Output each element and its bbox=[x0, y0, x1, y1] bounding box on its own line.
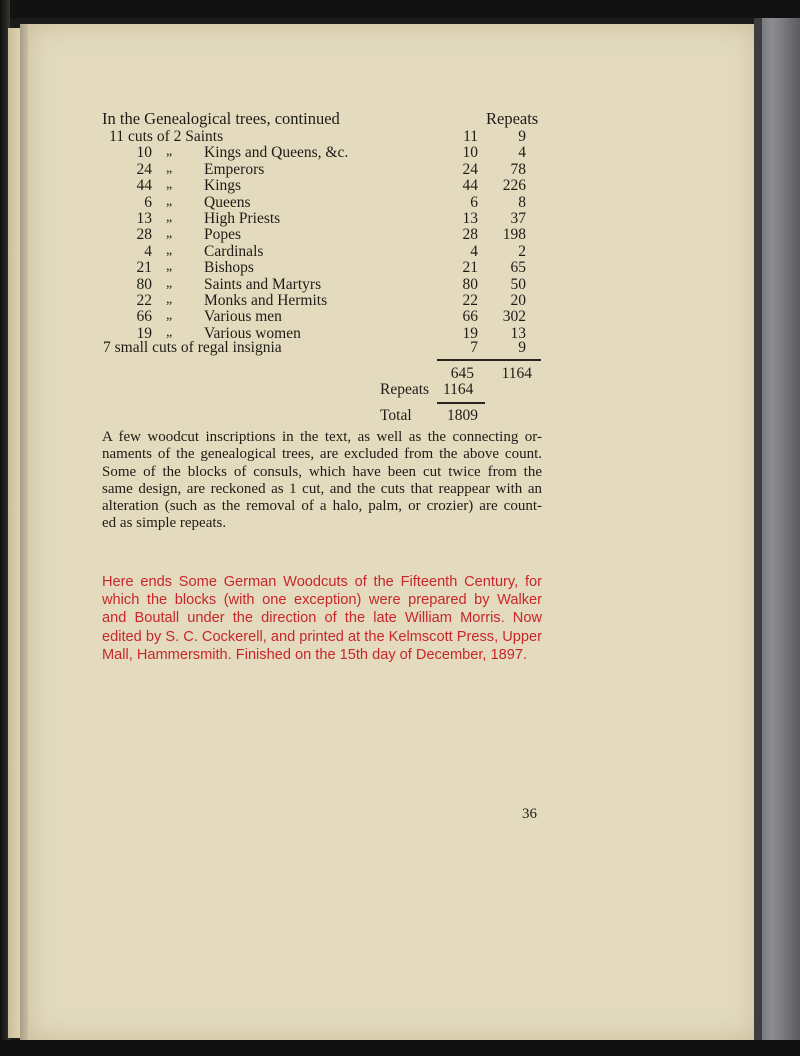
row-total: 24 bbox=[462, 160, 478, 178]
row-ditto-mark: „ bbox=[166, 144, 173, 160]
row-repeats: 20 bbox=[510, 292, 526, 309]
row-repeats: 4 bbox=[518, 144, 526, 162]
row-total: 80 bbox=[462, 275, 478, 293]
row-ditto-mark: „ bbox=[166, 324, 173, 340]
paragraph-line: A few woodcut inscriptions in the text, as well as the connecting or- bbox=[102, 429, 542, 445]
row-ditto-mark: „ bbox=[166, 308, 173, 324]
row-ditto-mark: „ bbox=[166, 193, 173, 209]
final-row-repeats: 9 bbox=[518, 339, 526, 356]
row-total: 21 bbox=[462, 259, 478, 277]
row-repeats: 8 bbox=[518, 193, 526, 211]
colophon-line: Here ends Some German Woodcuts of the Fifteenth Century, for bbox=[102, 574, 542, 590]
row-count: 21 bbox=[136, 259, 152, 277]
row-count: 4 bbox=[144, 242, 152, 260]
paragraph-line: naments of the genealogical trees, are excluded from the above count. bbox=[102, 446, 542, 463]
page-fore-edge-shadow bbox=[754, 18, 762, 1048]
row-repeats: 2 bbox=[518, 242, 526, 260]
colophon-line: which the blocks (with one exception) were prepared by Walker bbox=[102, 592, 542, 609]
row-total: 44 bbox=[462, 177, 478, 195]
colophon-line: Mall, Hammersmith. Finished on the 15th day of December, 1897. bbox=[102, 646, 528, 663]
row-label: Popes bbox=[204, 226, 242, 244]
row-count: 22 bbox=[136, 292, 152, 309]
total-label: Total bbox=[380, 407, 412, 424]
row-label: cuts of 2 Saints bbox=[128, 128, 224, 145]
row-repeats: 13 bbox=[510, 324, 526, 342]
row-total: 22 bbox=[462, 292, 478, 309]
row-count: 11 bbox=[109, 128, 124, 145]
repeats-subtotal-value: 1164 bbox=[501, 365, 532, 382]
row-total: 66 bbox=[462, 308, 478, 326]
paragraph-line: ed as simple repeats. bbox=[102, 515, 227, 532]
row-count: 19 bbox=[136, 324, 152, 342]
row-label: Monks and Hermits bbox=[204, 292, 328, 309]
row-label: Kings bbox=[204, 177, 242, 195]
scan-top-border bbox=[0, 0, 800, 18]
row-label: Emperors bbox=[204, 160, 265, 178]
row-repeats: 37 bbox=[510, 210, 526, 227]
row-total: 11 bbox=[463, 128, 478, 145]
scan-bottom-border bbox=[0, 1040, 800, 1056]
row-count: 66 bbox=[136, 308, 152, 326]
repeats-line-label: Repeats bbox=[380, 381, 430, 398]
explanatory-paragraph bbox=[102, 429, 542, 533]
row-label: Various men bbox=[204, 308, 282, 326]
row-label: Kings and Queens, &c. bbox=[204, 144, 349, 162]
row-repeats: 198 bbox=[502, 226, 526, 244]
colophon bbox=[102, 573, 542, 664]
row-count: 28 bbox=[136, 226, 152, 244]
row-total: 28 bbox=[462, 226, 478, 244]
paragraph-line: same design, are reckoned as 1 cut, and the cuts that reappear with an bbox=[102, 480, 542, 497]
row-total: 10 bbox=[462, 144, 478, 162]
row-ditto-mark: „ bbox=[166, 292, 173, 307]
page-number: 36 bbox=[522, 806, 537, 822]
row-ditto-mark: „ bbox=[166, 177, 173, 193]
row-label: High Priests bbox=[204, 210, 281, 227]
row-total: 13 bbox=[462, 210, 478, 227]
row-count: 24 bbox=[136, 160, 152, 178]
total-rule bbox=[437, 402, 485, 404]
row-repeats: 50 bbox=[510, 275, 526, 293]
row-ditto-mark: „ bbox=[166, 226, 173, 242]
total-value: 1809 bbox=[447, 407, 478, 424]
row-repeats: 78 bbox=[510, 160, 526, 178]
row-count: 6 bbox=[144, 193, 152, 211]
row-label: Saints and Martyrs bbox=[204, 275, 322, 293]
row-label: Various women bbox=[204, 324, 301, 342]
row-total: 6 bbox=[470, 193, 478, 211]
final-row-total: 7 bbox=[470, 339, 478, 356]
sum-rule bbox=[437, 359, 541, 361]
colophon-line: and Boutall under the direction of the late William Morris. Now bbox=[102, 610, 542, 627]
row-count: 13 bbox=[136, 210, 152, 227]
row-ditto-mark: „ bbox=[166, 210, 173, 225]
row-total: 19 bbox=[462, 324, 478, 342]
row-ditto-mark: „ bbox=[166, 275, 173, 291]
row-repeats: 65 bbox=[510, 259, 526, 277]
row-repeats: 9 bbox=[518, 128, 526, 145]
row-label: Cardinals bbox=[204, 242, 264, 260]
colophon-line: edited by S. C. Cockerell, and printed at the Kelmscott Press, Upper bbox=[102, 628, 542, 645]
row-ditto-mark: „ bbox=[166, 242, 173, 258]
row-count: 44 bbox=[136, 177, 152, 195]
paragraph-line: Some of the blocks of consuls, which have been cut twice from the bbox=[102, 463, 542, 480]
repeats-column-heading: Repeats bbox=[486, 109, 539, 128]
row-count: 80 bbox=[136, 275, 152, 293]
table-heading: In the Genealogical trees, continued bbox=[102, 109, 340, 128]
row-repeats: 302 bbox=[502, 308, 526, 326]
final-row-label: 7 small cuts of regal insignia bbox=[103, 339, 282, 356]
row-repeats: 226 bbox=[502, 177, 526, 195]
row-label: Bishops bbox=[204, 259, 254, 277]
row-total: 4 bbox=[470, 242, 478, 260]
row-ditto-mark: „ bbox=[166, 259, 173, 275]
repeats-line-value: 1164 bbox=[443, 381, 474, 398]
row-ditto-mark: „ bbox=[166, 160, 173, 176]
row-count: 10 bbox=[136, 144, 152, 162]
row-label: Queens bbox=[204, 193, 251, 211]
paragraph-line: alteration (such as the removal of a halo, palm, or crozier) are count- bbox=[102, 498, 542, 515]
subtotal-value: 645 bbox=[450, 365, 474, 382]
